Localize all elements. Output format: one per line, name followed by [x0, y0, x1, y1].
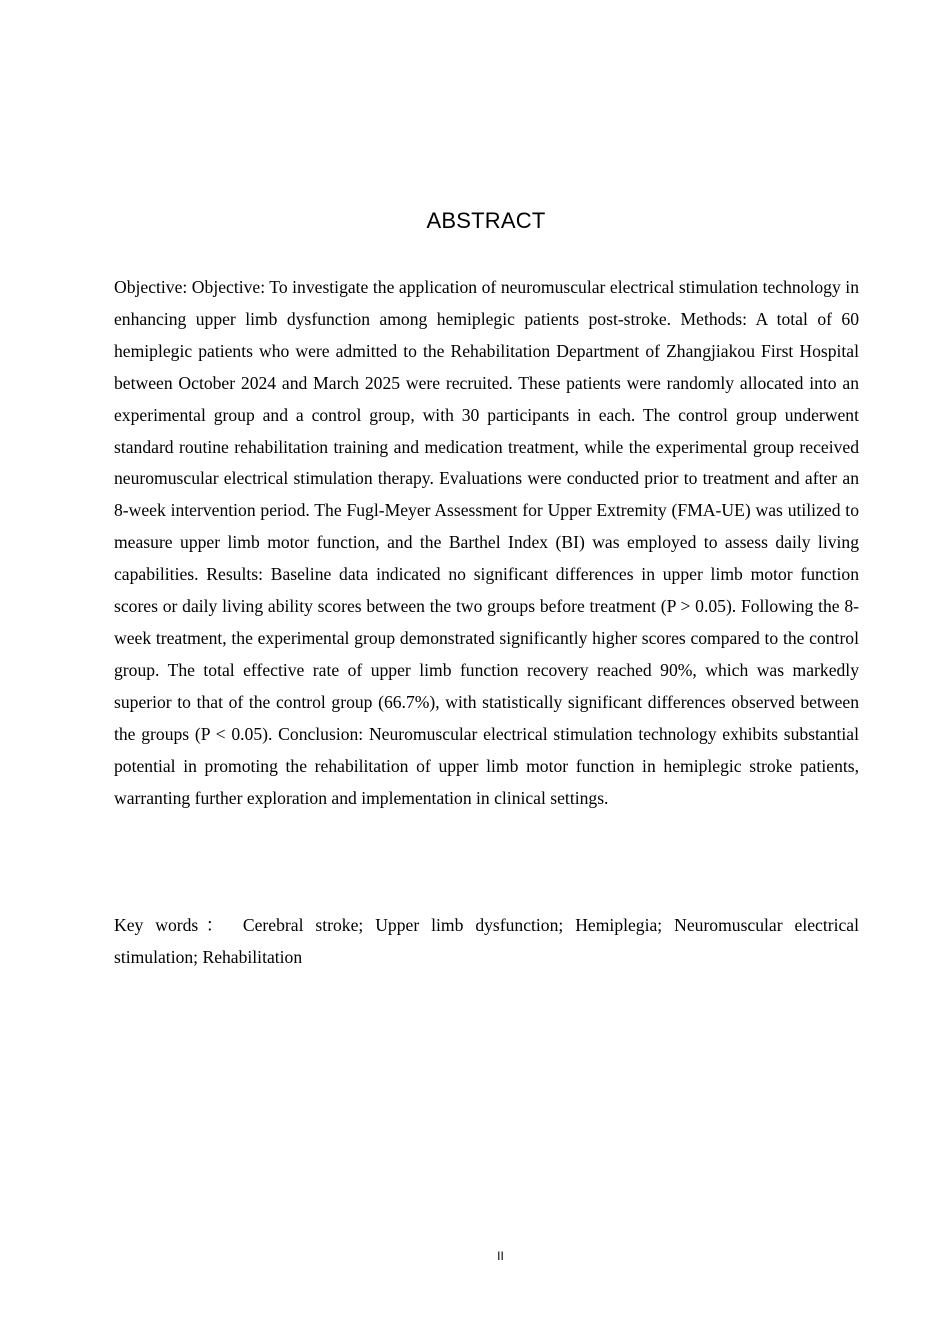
keywords-label: Key words： — [114, 915, 231, 935]
abstract-title: ABSTRACT — [426, 208, 546, 233]
keywords-list: Cerebral stroke; Upper limb dysfunction; Hemiplegia; Neuromuscular electrical stimulation; Rehabilitation — [114, 915, 859, 967]
abstract-paragraph: Objective: Objective: To investigate the application of neuromuscular electrical stimulation technology in enhancing upper limb dysfunction among hemiplegic patients post-stroke. Methods: A total of 60 hemiplegic patients who were admitted to the Rehabilitation Department of Zhangjiakou First Hospital between October 2024 and March 2025 were recruited. These patients were randomly allocated into an experimental group and a control group, with 30 participants in each. The control group underwent standard routine rehabilitation training and medication treatment, while the experimental group received neuromuscular electrical stimulation therapy. Evaluations were conducted prior to treatment and after an 8-week intervention period. The Fugl-Meyer Assessment for Upper Extremity (FMA-UE) was utilized to measure upper limb motor function, and the Barthel Index (BI) was employed to assess daily living capabilities. Results: Baseline data indicated no significant differences in upper limb motor function scores or daily living ability scores between the two groups before treatment (P > 0.05). Following the 8-week treatment, the experimental group demonstrated significantly higher scores compared to the control group. The total effective rate of upper limb function recovery reached 90%, which was markedly superior to that of the control group (66.7%), with statistically significant differences observed between the groups (P < 0.05). Conclusion: Neuromuscular electrical stimulation technology exhibits substantial potential in promoting the rehabilitation of upper limb motor function in hemiplegic stroke patients, warranting further exploration and implementation in clinical settings. — [114, 277, 859, 808]
page-number: II — [497, 1249, 504, 1263]
keywords-paragraph — [114, 910, 859, 974]
